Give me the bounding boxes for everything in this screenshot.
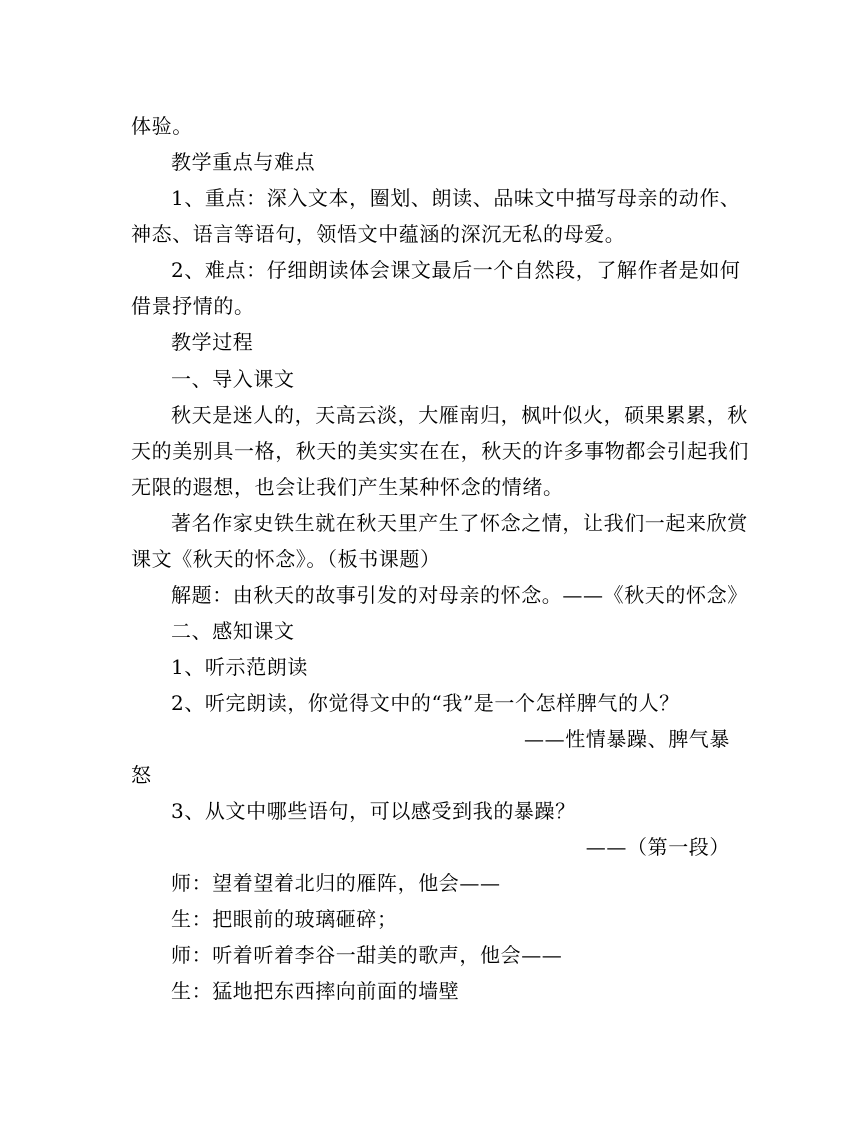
text-line: 3、从文中哪些语句，可以感受到我的暴躁？ — [171, 799, 576, 823]
dialogue-line: 师：望着望着北归的雁阵，他会—— — [171, 871, 501, 895]
text-line: 体验。 — [131, 114, 193, 138]
answer-line: ——（第一段） — [585, 835, 730, 859]
text-line: 天的美别具一格，秋天的美实实在在，秋天的许多事物都会引起我们 — [131, 439, 749, 463]
text-line: 神态、语言等语句，领悟文中蕴涵的深沉无私的母爱。 — [131, 222, 626, 246]
text-line: 怒 — [131, 763, 152, 787]
text-line: 2、难点：仔细朗读体会课文最后一个自然段，了解作者是如何 — [171, 258, 741, 282]
text-line: 解题：由秋天的故事引发的对母亲的怀念。——《秋天的怀念》 — [171, 583, 748, 607]
text-line: 著名作家史铁生就在秋天里产生了怀念之情，让我们一起来欣赏 — [171, 511, 748, 535]
section-heading: 二、感知课文 — [171, 619, 295, 643]
dialogue-line: 生：猛地把东西摔向前面的墙壁 — [171, 979, 460, 1003]
text-line: 借景抒情的。 — [131, 294, 255, 318]
text-line: 无限的遐想，也会让我们产生某种怀念的情绪。 — [131, 475, 564, 499]
dialogue-line: 师：听着听着李谷一甜美的歌声，他会—— — [171, 943, 563, 967]
answer-line: ——性情暴躁、脾气暴 — [524, 727, 730, 751]
text-line: 1、听示范朗读 — [171, 655, 308, 679]
section-heading: 教学重点与难点 — [171, 150, 316, 174]
text-line: 2、听完朗读，你觉得文中的“我”是一个怎样脾气的人？ — [171, 691, 680, 715]
text-line: 课文《秋天的怀念》。（板书课题） — [131, 547, 441, 571]
section-heading: 教学过程 — [171, 330, 254, 354]
text-line: 秋天是迷人的，天高云淡，大雁南归，枫叶似火，硕果累累，秋 — [171, 403, 748, 427]
dialogue-line: 生：把眼前的玻璃砸碎； — [171, 907, 398, 931]
section-heading: 一、导入课文 — [171, 367, 295, 391]
text-line: 1、重点：深入文本，圈划、朗读、品味文中描写母亲的动作、 — [171, 186, 741, 210]
